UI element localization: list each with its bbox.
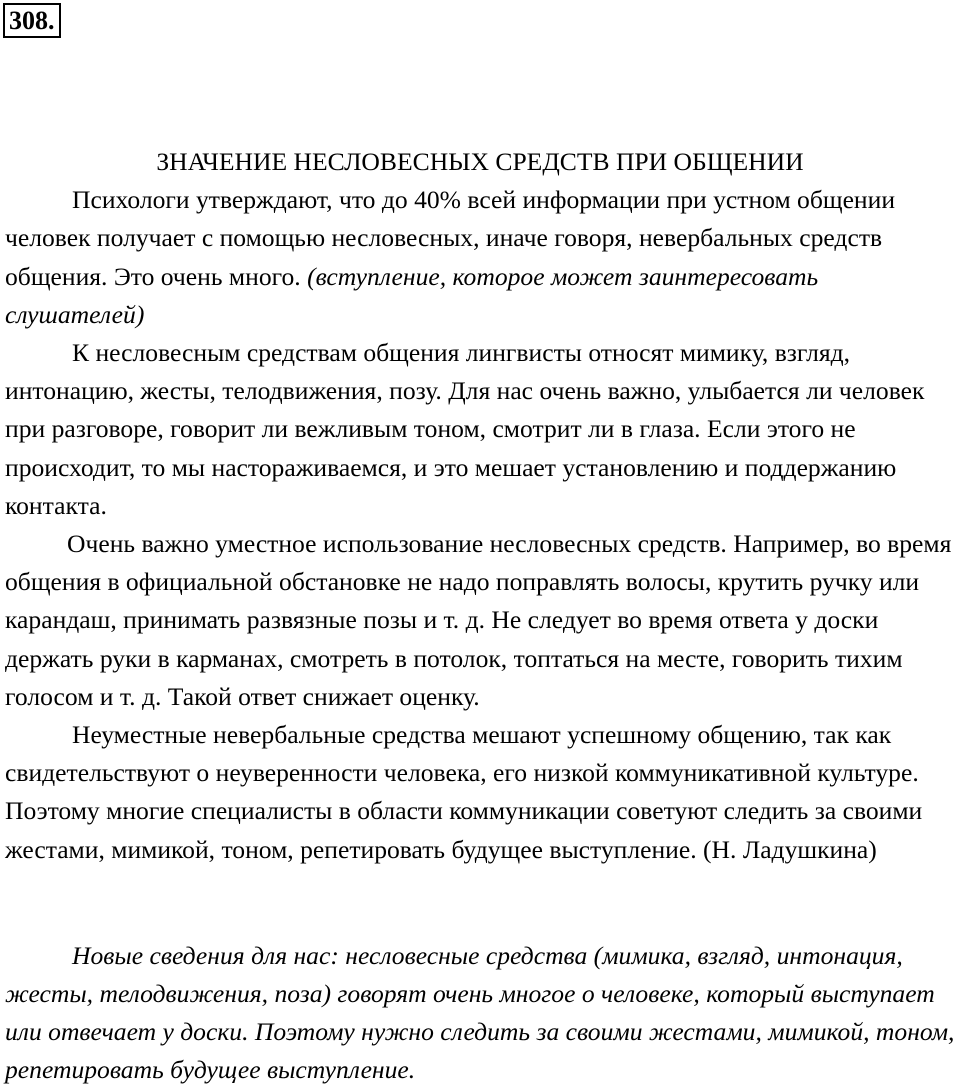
conclusion-paragraph: Новые сведения для нас: несловесные средства (мимика, взгляд, интонация, жесты, телодвижения, поза) говорят очень многое о человеке, который выступает или отвечает у доски. Поэтому нужно следить за своими жестами, мимикой, тоном, репетировать будущее выступление. bbox=[5, 941, 955, 1084]
paragraph-3: Очень важно уместное использование несловесных средств. Например, во время общения в официальной обстановке не надо поправлять волосы, крутить ручку или карандаш, принимать развязные позы и т. д. Не следует во время ответа у доски держать руки в карманах, смотреть в потолок, топтаться на месте, говорить тихим голосом и т. д. Такой ответ снижает оценку. bbox=[5, 529, 952, 711]
paragraph-intro-text: Психологи утверждают, что до 40% всей информации при устном общении человек получает с помощью несловесных, иначе говоря, невербальных средств общения. Это очень много. bbox=[5, 185, 896, 291]
main-text bbox=[5, 143, 960, 869]
exercise-number: 308. bbox=[3, 3, 61, 38]
paragraph-4: Неуместные невербальные средства мешают успешному общению, так как свидетельствуют о неуверенности человека, его низкой коммуникативной культуре. Поэтому многие специалисты в области коммуникации советуют следить за своими жестами, мимикой, тоном, репетировать будущее выступление. (Н. Ладушкина) bbox=[5, 720, 923, 864]
paragraph-intro-note: (вступление, которое может заинтересовать слушателей) bbox=[5, 261, 819, 329]
paragraph-2: К несловесным средствам общения лингвисты относят мимику, взгляд, интонацию, жесты, телодвижения, позу. Для нас очень важно, улыбается ли человек при разговоре, говорит ли вежливым тоном, смотрит ли в глаза. Если этого не происходит, то мы настораживаемся, и это мешает установлению и поддержанию контакта. bbox=[5, 338, 925, 520]
text-title: ЗНАЧЕНИЕ НЕСЛОВЕСНЫХ СРЕДСТВ ПРИ ОБЩЕНИИ bbox=[156, 147, 804, 176]
paragraph-intro bbox=[5, 181, 960, 334]
